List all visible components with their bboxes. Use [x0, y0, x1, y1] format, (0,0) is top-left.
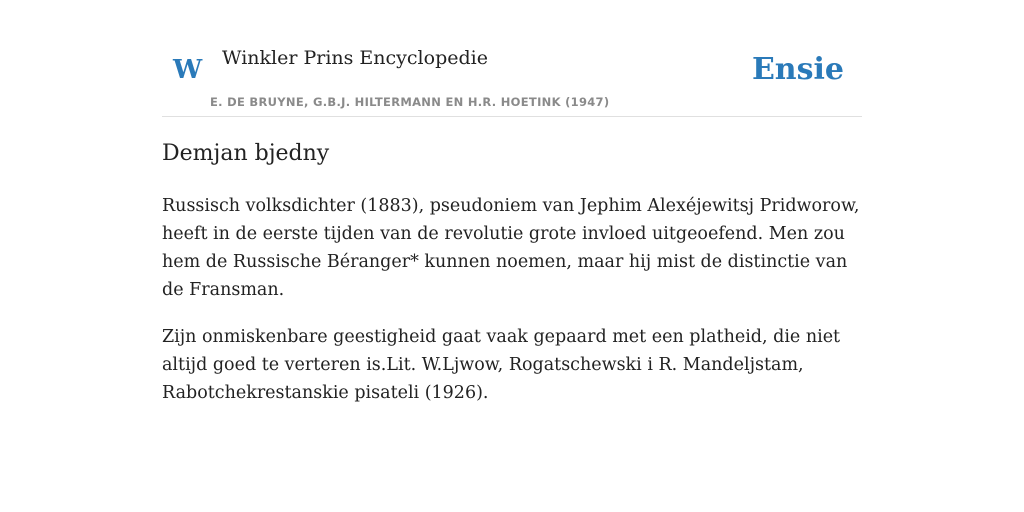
entry-paragraph-2: Zijn onmiskenbare geestigheid gaat vaak gepaard met een platheid, die niet altijd goed te verteren is.Lit. W.Ljwow, Rogatschewski i R. Mandeljstam, Rabotchekrestanskie pisateli (1926). [162, 327, 841, 403]
source-authors: E. DE BRUYNE, G.B.J. HILTERMANN EN H.R. HOETINK (1947) [210, 95, 610, 109]
ensie-logo[interactable]: Ensie [751, 52, 844, 87]
entry-paragraph-1: Russisch volksdichter (1883), pseudoniem van Jephim Alexéjewitsj Pridworow, heeft in de eerste tijden van de revolutie grote invloed uitgeoefend. Men zou hem de Russische Béranger* kunnen noemen, maar hij mist de distinctie van de Fransman. [162, 196, 860, 300]
source-title-link[interactable]: Winkler Prins Encyclopedie [222, 47, 488, 69]
source-header [162, 0, 862, 117]
entry-title: Demjan bjedny [162, 141, 330, 166]
source-logo[interactable]: W [173, 55, 203, 85]
entry-content [162, 192, 862, 426]
page [162, 0, 862, 403]
